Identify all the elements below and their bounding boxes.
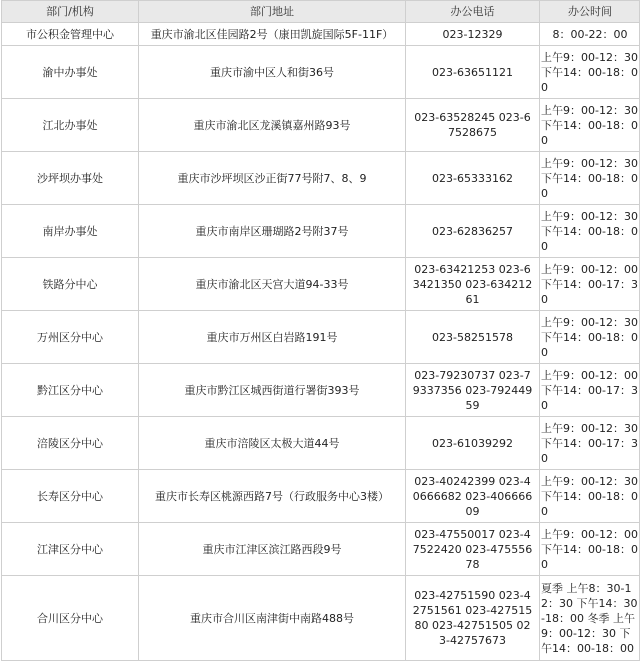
org-name: 黔江区分中心 [2, 364, 139, 417]
org-address: 重庆市渝北区佳园路2号（康田凯旋国际5F-11F） [139, 23, 406, 46]
org-address: 重庆市沙坪坝区沙正街77号附7、8、9 [139, 152, 406, 205]
org-phone: 023-65333162 [406, 152, 540, 205]
org-hours: 上午9：00-12：30下午14：00-18：00 [540, 99, 640, 152]
org-name: 铁路分中心 [2, 258, 139, 311]
header-org: 部门/机构 [2, 1, 139, 23]
org-hours: 上午9：00-12：30下午14：00-18：00 [540, 152, 640, 205]
org-address: 重庆市渝中区人和街36号 [139, 46, 406, 99]
table-row [2, 470, 640, 523]
header-phone: 办公电话 [406, 1, 540, 23]
org-address: 重庆市万州区白岩路191号 [139, 311, 406, 364]
org-phone: 023-79230737 023-79337356 023-79244959 [406, 364, 540, 417]
table-row [2, 417, 640, 470]
org-hours: 上午9：00-12：30下午14：00-17：30 [540, 417, 640, 470]
table-row [2, 205, 640, 258]
org-address: 重庆市黔江区城西街道行署街393号 [139, 364, 406, 417]
org-hours: 上午9：00-12：00下午14：00-17：30 [540, 258, 640, 311]
org-address: 重庆市长寿区桃源西路7号（行政服务中心3楼） [139, 470, 406, 523]
org-phone: 023-62836257 [406, 205, 540, 258]
org-hours: 上午9：00-12：00下午14：00-18：00 [540, 523, 640, 576]
org-name: 渝中办事处 [2, 46, 139, 99]
table-row [2, 99, 640, 152]
org-name: 江北办事处 [2, 99, 139, 152]
org-hours: 上午9：00-12：30下午14：00-18：00 [540, 311, 640, 364]
table-row [2, 46, 640, 99]
table-row [2, 258, 640, 311]
header-address: 部门地址 [139, 1, 406, 23]
table-header-row [2, 1, 640, 23]
table-row [2, 311, 640, 364]
org-address: 重庆市渝北区天宫大道94-33号 [139, 258, 406, 311]
org-name: 长寿区分中心 [2, 470, 139, 523]
table-row [2, 576, 640, 661]
org-hours: 8：00-22：00 [540, 23, 640, 46]
org-hours: 夏季 上午8：30-12：30 下午14：30-18：00 冬季 上午9：00-12：30 下午14：00-18：00 [540, 576, 640, 661]
org-phone: 023-58251578 [406, 311, 540, 364]
org-phone: 023-40242399 023-40666682 023-40666609 [406, 470, 540, 523]
org-phone: 023-63651121 [406, 46, 540, 99]
org-name: 沙坪坝办事处 [2, 152, 139, 205]
org-phone: 023-12329 [406, 23, 540, 46]
org-phone: 023-42751590 023-42751561 023-42751580 023-42751505 023-42757673 [406, 576, 540, 661]
org-name: 江津区分中心 [2, 523, 139, 576]
org-name: 涪陵区分中心 [2, 417, 139, 470]
org-address: 重庆市合川区南津街中南路488号 [139, 576, 406, 661]
org-phone: 023-63421253 023-63421350 023-63421261 [406, 258, 540, 311]
org-address: 重庆市涪陵区太极大道44号 [139, 417, 406, 470]
org-address: 重庆市江津区滨江路西段9号 [139, 523, 406, 576]
org-address: 重庆市南岸区珊瑚路2号附37号 [139, 205, 406, 258]
org-name: 万州区分中心 [2, 311, 139, 364]
table-row [2, 364, 640, 417]
table-row [2, 23, 640, 46]
org-hours: 上午9：00-12：30下午14：00-18：00 [540, 46, 640, 99]
table-row [2, 523, 640, 576]
org-phone: 023-47550017 023-47522420 023-47555678 [406, 523, 540, 576]
org-phone: 023-61039292 [406, 417, 540, 470]
org-hours: 上午9：00-12：30下午14：00-18：00 [540, 470, 640, 523]
org-phone: 023-63528245 023-67528675 [406, 99, 540, 152]
org-name: 南岸办事处 [2, 205, 139, 258]
org-name: 市公积金管理中心 [2, 23, 139, 46]
office-directory-table [1, 0, 640, 661]
org-hours: 上午9：00-12：30下午14：00-18：00 [540, 205, 640, 258]
table-row [2, 152, 640, 205]
org-address: 重庆市渝北区龙溪镇嘉州路93号 [139, 99, 406, 152]
org-hours: 上午9：00-12：00下午14：00-17：30 [540, 364, 640, 417]
header-hours: 办公时间 [540, 1, 640, 23]
org-name: 合川区分中心 [2, 576, 139, 661]
